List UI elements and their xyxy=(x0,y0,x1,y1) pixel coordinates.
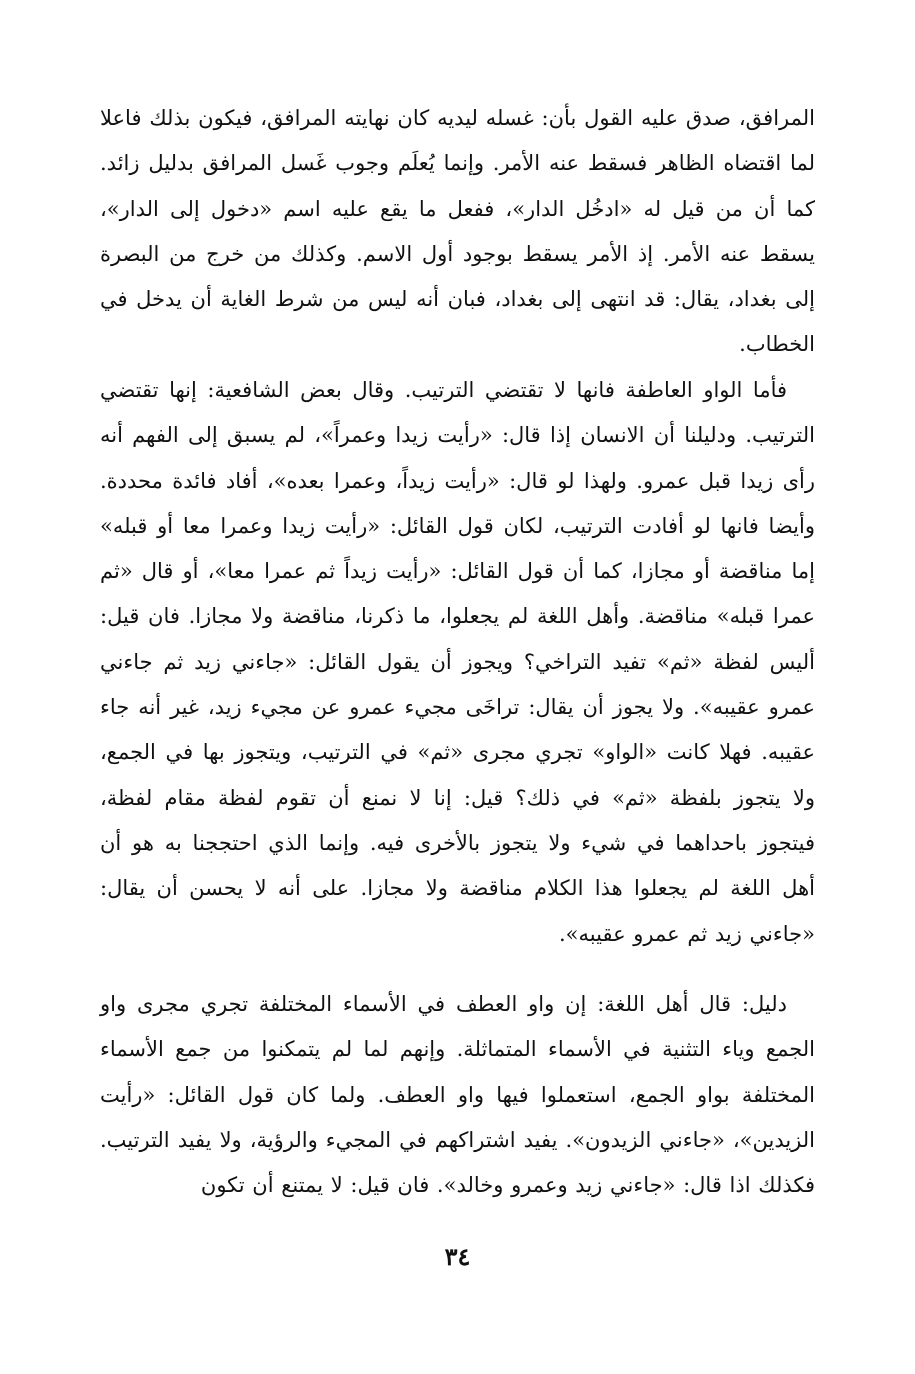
text-block-1 xyxy=(100,96,815,368)
text-block-3 xyxy=(100,982,815,1208)
paragraph-3: دليل: قال أهل اللغة: إن واو العطف في الأسماء المختلفة تجري مجرى واو الجمع وياء التثنية في الأسماء المتماثلة. وإنهم لما لم يتمكنوا من جمع الأسماء المختلفة بواو الجمع، استعملوا فيها واو العطف. ولما كان قول القائل: «رأيت الزيدين»، «جاءني الزيدون». يفيد اشتراكهم في المجيء والرؤية، ولا يفيد الترتيب. فكذلك اذا قال: «جاءني زيد وعمرو وخالد». فان قيل: لا يمتنع أن تكون xyxy=(100,992,816,1198)
text-block-2 xyxy=(100,368,815,957)
paragraph-1: المرافق، صدق عليه القول بأن: غسله ليديه كان نهايته المرافق، فيكون بذلك فاعلا لما اقتضاه الظاهر فسقط عنه الأمر. وإنما يُعلَم وجوب غَسل المرافق بدليل زائد. كما أن من قيل له «ادخُل الدار»، ففعل ما يقع عليه اسم «دخول إلى الدار»، يسقط عنه الأمر. إذ الأمر يسقط بوجود أول الاسم. وكذلك من خرج من البصرة إلى بغداد، يقال: قد انتهى إلى بغداد، فبان أنه ليس من شرط الغاية أن يدخل في الخطاب. xyxy=(100,106,815,357)
page-number: ٣٤ xyxy=(444,1242,471,1271)
paragraph-2: فأما الواو العاطفة فانها لا تقتضي الترتيب. وقال بعض الشافعية: إنها تقتضي الترتيب. ودليلنا أن الانسان إذا قال: «رأيت زيدا وعمراً»، لم يسبق إلى الفهم أنه رأى زيدا قبل عمرو. ولهذا لو قال: «رأيت زيداً، وعمرا بعده»، أفاد فائدة محددة. وأيضا فانها لو أفادت الترتيب، لكان قول القائل: «رأيت زيدا وعمرا معا أو قبله» إما مناقضة أو مجازا، كما أن قول القائل: «رأيت زيداً ثم عمرا معا»، أو قال «ثم عمرا قبله» مناقضة. وأهل اللغة لم يجعلوا، ما ذكرنا، مناقضة ولا مجازا. فان قيل: أليس لفظة «ثم» تفيد التراخي؟ ويجوز أن يقول القائل: «جاءني زيد ثم جاءني عمرو عقيبه». ولا يجوز أن يقال: تراخَى مجيء عمرو عن مجيء زيد، غير أنه جاء عقيبه. فهلا كانت «الواو» تجري مجرى «ثم» في الترتيب، ويتجوز بها في الجمع، ولا يتجوز بلفظة «ثم» في ذلك؟ قيل: إنا لا نمنع أن تقوم لفظة مقام لفظة، فيتجوز باحداهما في شيء ولا يتجوز بالأخرى فيه. وإنما الذي احتججنا به هو أن أهل اللغة لم يجعلوا هذا الكلام مناقضة ولا مجازا. على أنه لا يحسن أن يقال: «جاءني زيد ثم عمرو عقيبه». xyxy=(100,378,815,946)
